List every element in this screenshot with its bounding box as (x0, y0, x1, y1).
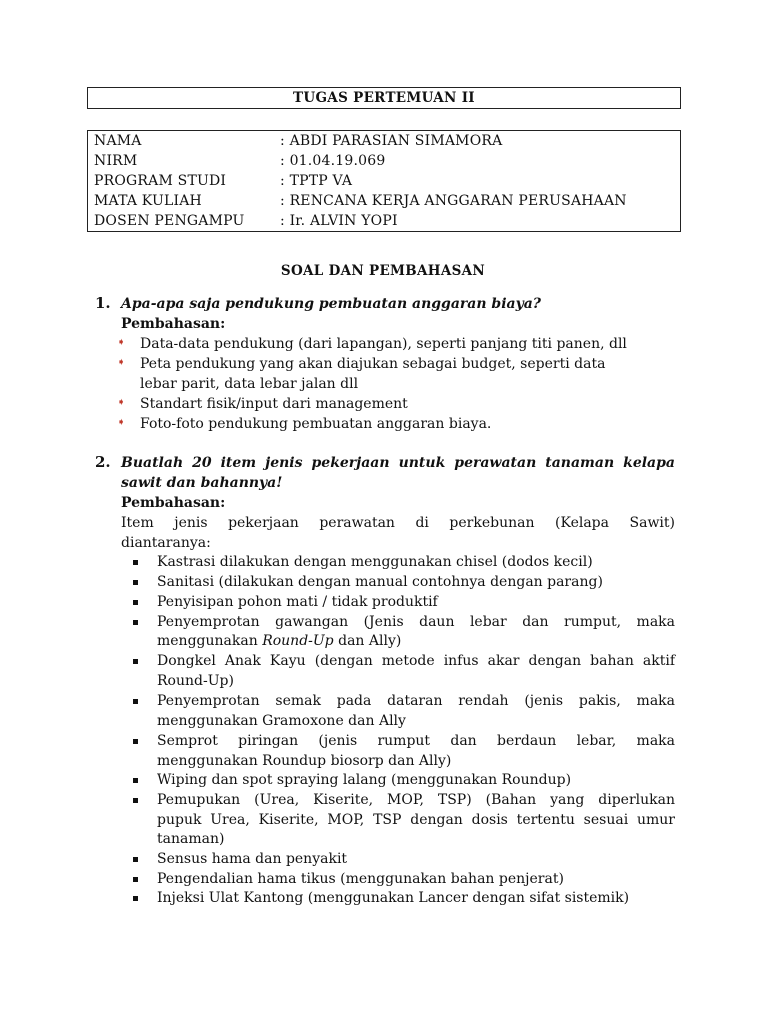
identity-value: : RENCANA KERJA ANGGARAN PERUSAHAAN (280, 193, 627, 209)
question-number: 1. (95, 294, 111, 312)
list-item: Semprot piringan (jenis rumput dan berdaun lebar, maka (157, 733, 675, 749)
answer-label: Pembahasan: (121, 316, 226, 332)
identity-value: : ABDI PARASIAN SIMAMORA (280, 133, 503, 149)
question-text: Buatlah 20 item jenis pekerjaan untuk perawatan tanaman kelapa (121, 455, 675, 471)
square-bullet-icon (133, 560, 138, 565)
square-bullet-icon (133, 877, 138, 882)
identity-label: NIRM (94, 153, 138, 169)
identity-label: DOSEN PENGAMPU (94, 213, 245, 229)
list-item-continuation: tanaman) (157, 831, 225, 847)
arrow-bullet-icon: ➧ (117, 357, 126, 368)
list-item-continuation: pupuk Urea, Kiserite, MOP, TSP dengan dosis tertentu sesuai umur (157, 812, 675, 828)
identity-table (87, 130, 681, 232)
list-item: Pemupukan (Urea, Kiserite, MOP, TSP) (Bahan yang diperlukan (157, 792, 675, 808)
list-item-continuation (157, 631, 675, 651)
arrow-bullet-icon: ➧ (117, 337, 126, 348)
square-bullet-icon (133, 857, 138, 862)
list-item: Data-data pendukung (dari lapangan), seperti panjang titi panen, dll (140, 336, 627, 352)
list-item: Peta pendukung yang akan diajukan sebagai budget, seperti data (140, 356, 606, 372)
identity-row-name (94, 131, 674, 151)
identity-value: : TPTP VA (280, 173, 353, 189)
square-bullet-icon (133, 620, 138, 625)
identity-row-course (94, 191, 674, 211)
list-item-continuation: menggunakan Gramoxone dan Ally (157, 713, 406, 729)
list-item: Injeksi Ulat Kantong (menggunakan Lancer dengan sifat sistemik) (157, 890, 630, 906)
section-heading: SOAL DAN PEMBAHASAN (280, 263, 486, 279)
square-bullet-icon (133, 600, 138, 605)
identity-value: : 01.04.19.069 (280, 153, 386, 169)
list-item: Foto-foto pendukung pembuatan anggaran biaya. (140, 416, 492, 432)
assignment-title: TUGAS PERTEMUAN II (87, 87, 681, 109)
identity-row-nirm (94, 151, 674, 171)
identity-label: MATA KULIAH (94, 193, 202, 209)
list-item-continuation: lebar parit, data lebar jalan dll (140, 376, 359, 392)
list-item: Penyisipan pohon mati / tidak produktif (157, 594, 438, 610)
list-item: Kastrasi dilakukan dengan menggunakan chisel (dodos kecil) (157, 554, 593, 570)
intro-text: Item jenis pekerjaan perawatan di perkebunan (Kelapa Sawit) (121, 515, 675, 531)
list-item: Pengendalian hama tikus (menggunakan bahan penjerat) (157, 871, 564, 887)
square-bullet-icon (133, 580, 138, 585)
list-item: Penyemprotan gawangan (Jenis daun lebar dan rumput, maka (157, 614, 675, 630)
list-item: Sanitasi (dilakukan dengan manual contohnya dengan parang) (157, 574, 603, 590)
square-bullet-icon (133, 798, 138, 803)
list-item: Wiping dan spot spraying lalang (menggunakan Roundup) (157, 772, 572, 788)
identity-row-program (94, 171, 674, 191)
list-item-continuation: menggunakan Roundup biosorp dan Ally) (157, 753, 452, 769)
round-up-text: menggunakan Round-Up dan Ally) (157, 633, 402, 649)
question-text: Apa-apa saja pendukung pembuatan anggaran biaya? (121, 296, 541, 312)
question-text-continuation: sawit dan bahannya! (121, 475, 283, 491)
round-up-term: Round-Up (262, 633, 334, 649)
list-item: Penyemprotan semak pada dataran rendah (jenis pakis, maka (157, 693, 675, 709)
identity-label: NAMA (94, 133, 142, 149)
answer-label: Pembahasan: (121, 495, 226, 511)
list-item: Standart fisik/input dari management (140, 396, 408, 412)
intro-text-continuation: diantaranya: (121, 535, 211, 551)
square-bullet-icon (133, 739, 138, 744)
square-bullet-icon (133, 699, 138, 704)
identity-row-lecturer (94, 211, 674, 231)
square-bullet-icon (133, 659, 138, 664)
arrow-bullet-icon: ➧ (117, 417, 126, 428)
question-number: 2. (95, 453, 111, 471)
square-bullet-icon (133, 778, 138, 783)
square-bullet-icon (133, 896, 138, 901)
arrow-bullet-icon: ➧ (117, 397, 126, 408)
list-item: Sensus hama dan penyakit (157, 851, 348, 867)
identity-label: PROGRAM STUDI (94, 173, 227, 189)
list-item-continuation: Round-Up) (157, 673, 234, 689)
list-item: Dongkel Anak Kayu (dengan metode infus akar dengan bahan aktif (157, 653, 675, 669)
identity-value: : Ir. ALVIN YOPI (280, 213, 398, 229)
